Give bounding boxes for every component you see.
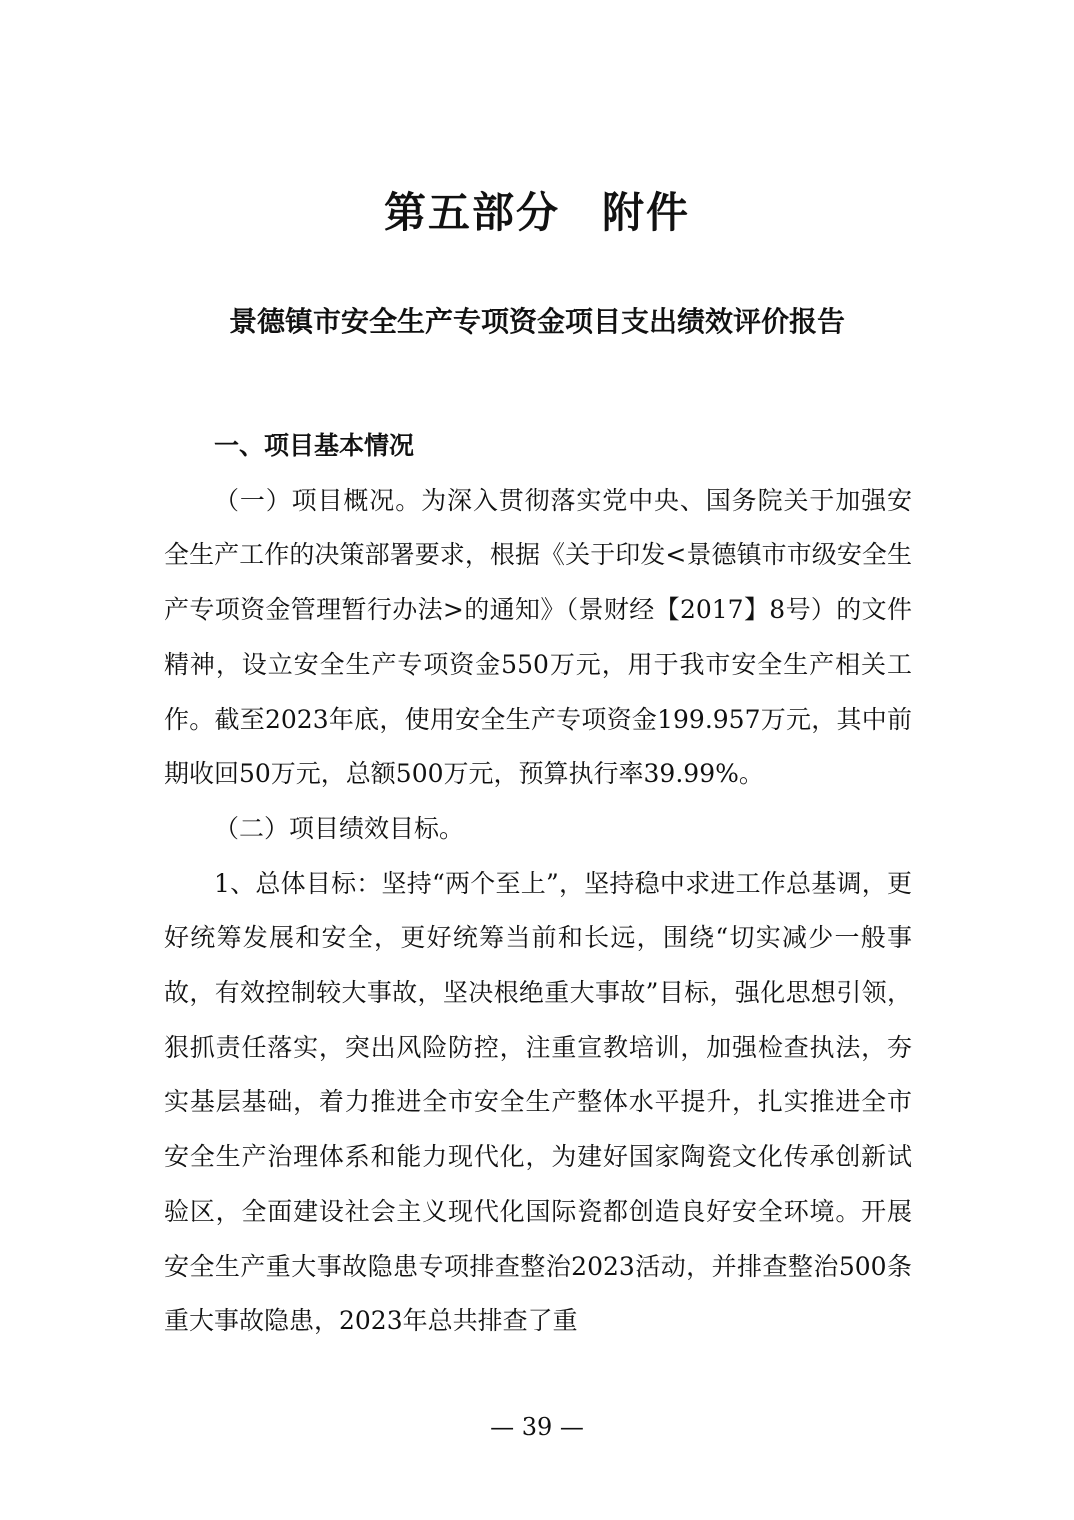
section-heading-basic-info: 一、项目基本情况: [214, 431, 415, 460]
part-title-sub: 附件: [602, 188, 691, 237]
body-text: [164, 419, 912, 1349]
part-title-main: 第五部分: [383, 188, 560, 237]
paragraph-performance-goals-heading: （二）项目绩效目标。: [214, 813, 465, 843]
paragraph-project-overview: （一）项目概况。为深入贯彻落实党中央、国务院关于加强安全生产工作的决策部署要求，根据《关于印发<景德镇市市级安全生产专项资金管理暂行办法>的通知》（景财经【2017】8号）的文件精神，设立安全生产专项资金550万元，用于我市安全生产相关工作。截至2023年底，使用安全生产专项资金199.957万元，其中前期收回50万元，总额500万元，预算执行率39.99%。: [164, 485, 912, 789]
paragraph-overall-goal: 1、总体目标：坚持“两个至上”，坚持稳中求进工作总基调，更好统筹发展和安全，更好统筹当前和长远，围绕“切实减少一般事故，有效控制较大事故，坚决根绝重大事故”目标，强化思想引领，狠抓责任落实，突出风险防控，注重宣教培训，加强检查执法，夯实基层基础，着力推进全市安全生产整体水平提升，扎实推进全市安全生产治理体系和能力现代化，为建好国家陶瓷文化传承创新试验区，全面建设社会主义现代化国际瓷都创造良好安全环境。开展安全生产重大事故隐患专项排查整治2023活动，并排查整治500条重大事故隐患，2023年总共排查了重: [164, 868, 912, 1336]
part-title: [0, 185, 1074, 241]
report-title: 景德镇市安全生产专项资金项目支出绩效评价报告: [228, 305, 845, 338]
page-number: — 39 —: [490, 1413, 584, 1441]
